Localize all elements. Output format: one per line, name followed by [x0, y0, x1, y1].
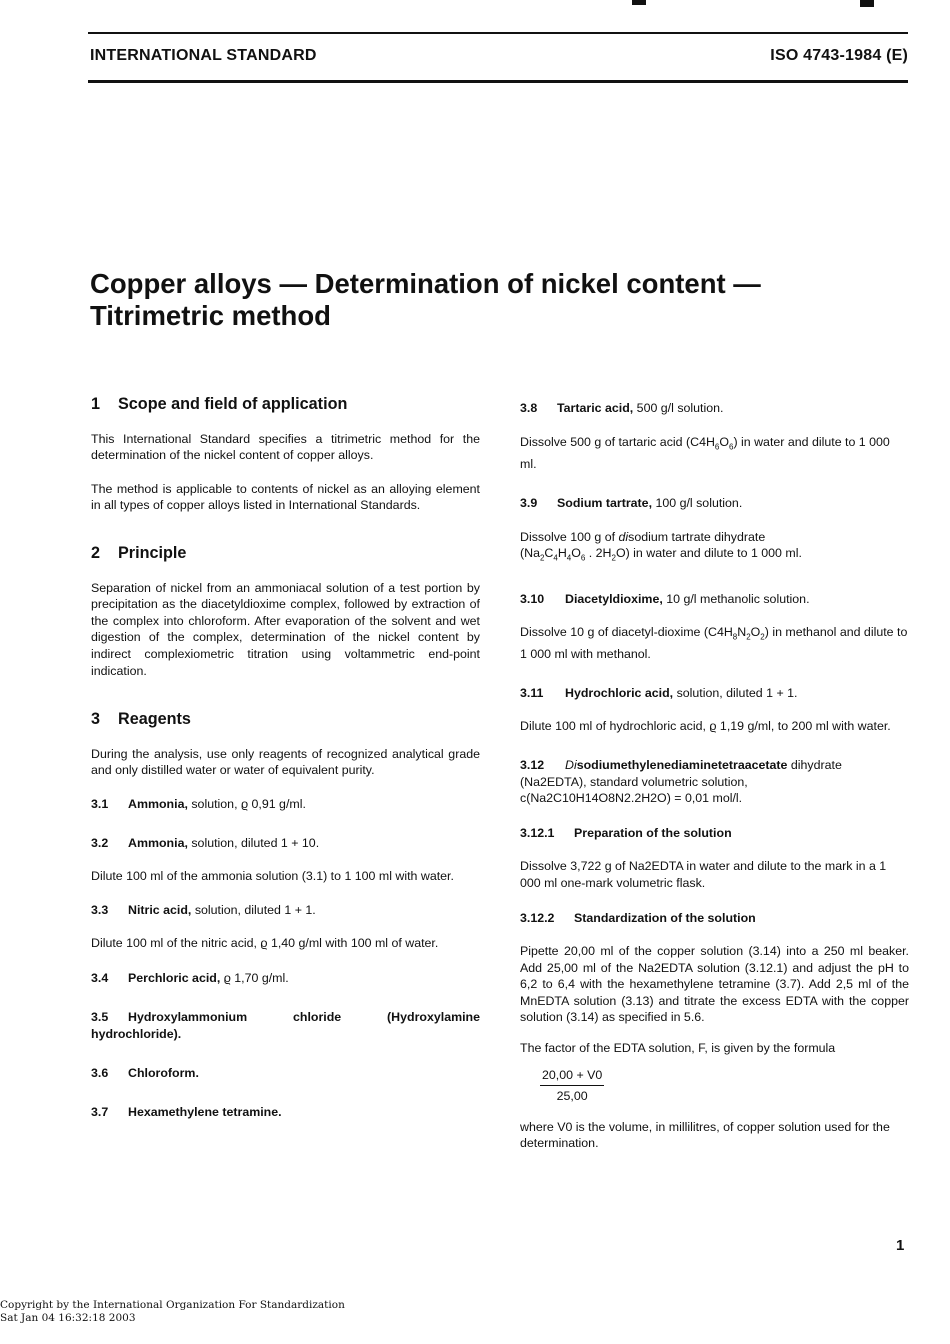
paragraph: Dilute 100 ml of the ammonia solution (3.1) to 1 100 ml with water. — [91, 869, 454, 884]
reagent-name: Sodium tartrate, — [557, 496, 653, 511]
formula-numerator: 20,00 + V0 — [540, 1067, 604, 1087]
subsection-number: 3.12.1 — [520, 825, 555, 840]
paragraph: During the analysis, use only reagents of recognized analytical grade and only distilled water or water of equivalent purity. — [91, 746, 480, 778]
reagent-name: Hexamethylene tetramine. — [128, 1105, 282, 1120]
reagent-item — [91, 835, 480, 852]
timestamp: Sat Jan 04 16:32:18 2003 — [0, 1312, 136, 1324]
text-run: Dissolve 100 g of — [520, 529, 619, 544]
formula — [540, 1067, 604, 1105]
section-number: 1 — [91, 395, 101, 413]
paragraph: This International Standard specifies a titrimetric method for the determination of the nickel content of copper alloys. — [91, 431, 480, 463]
paragraph: The factor of the EDTA solution, F, is given by the formula — [520, 1041, 836, 1056]
reagent-name: Nitric acid, — [128, 902, 192, 917]
reagent-spec: solution, ϱ 0,91 g/ml. — [191, 796, 306, 811]
reagent-item — [91, 1009, 480, 1042]
reagent-number: 3.6 — [91, 1065, 109, 1080]
header-standard-type: INTERNATIONAL STANDARD — [90, 47, 317, 64]
reagent-spec: solution, diluted 1 + 10. — [191, 835, 320, 850]
text-run: ) in methanol and dilute to 1 000 ml with methanol. — [520, 625, 908, 662]
reagent-number: 3.7 — [91, 1105, 109, 1120]
section-title: Reagents — [118, 710, 191, 729]
paragraph: The method is applicable to contents of nickel as an alloying element in all types of copper alloys listed in International Standards. — [91, 481, 480, 513]
reagent-number: 3.12 — [520, 757, 545, 772]
reagent-name: Perchloric acid, — [128, 970, 221, 985]
paragraph: Dissolve 3,722 g of Na2EDTA in water and dilute to the mark in a 1 000 ml one-mark volumetric flask. — [520, 859, 887, 890]
reagent-spec: solution, diluted 1 + 1. — [676, 685, 798, 700]
reagent-number: 3.8 — [520, 401, 538, 415]
reagent-item — [520, 591, 909, 608]
reagent-spec: ϱ 1,70 g/ml. — [223, 970, 289, 985]
text-run: Dissolve 500 g of tartaric acid (C — [520, 434, 700, 449]
title-line-2: Titrimetric method — [90, 300, 331, 331]
subsection-number: 3.12.2 — [520, 910, 555, 925]
reagent-number: 3.1 — [91, 796, 109, 811]
text-run: ) in water and dilute to 1 000 ml. — [625, 546, 802, 561]
reagent-name: Ammonia, — [128, 796, 188, 811]
header-rule-top — [88, 32, 908, 34]
paragraph: Pipette 20,00 ml of the copper solution (3.14) into a 250 ml beaker. Add 25,00 ml of the Na2EDTA solution (3.12.1) and adjust the pH to 6,2 to 6,4 with the hexamethylene tetramine (3.7). Add 2,5 ml of the MnEDTA solution (3.13) and titrate the excess EDTA with the copper solution (3.14) as specified in 5.6. — [520, 944, 909, 1025]
paragraph: Dissolve 100 g of disodium tartrate dihydrate ($Na_2C_4H_4O_6$ . $2H_2O$) in water and dilute to 1 000 ml. — [520, 529, 802, 563]
reagent-name: Di — [565, 757, 577, 772]
scan-mark — [860, 0, 874, 7]
paragraph: Separation of nickel from an ammoniacal solution of a test portion by precipitation as the diacetyldioxime complex, followed by extraction of the complex into chloroform. After evaporation of the solvent and wet digestion of the complex, determination of the nickel content by indirect complexiometric titration using voltammetric end-point indication. — [91, 580, 480, 678]
reagent-item — [520, 757, 909, 807]
header-rule-bottom — [88, 80, 908, 83]
paragraph: Dilute 100 ml of the nitric acid, ϱ 1,40 g/ml with 100 ml of water. — [91, 936, 439, 951]
paragraph: where V0 is the volume, in millilitres, of copper solution used for the determination. — [520, 1119, 890, 1151]
header-standard-number: ISO 4743-1984 (E) — [770, 47, 908, 64]
reagent-number: 3.3 — [91, 902, 109, 917]
reagent-number: 3.10 — [520, 591, 545, 606]
reagent-item — [520, 400, 909, 417]
title-line-1: Copper alloys — Determination of nickel content — — [90, 268, 761, 299]
subsection-heading — [520, 910, 909, 927]
document-title — [90, 268, 761, 332]
copyright-notice — [0, 1299, 345, 1325]
page-number: 1 — [896, 1237, 905, 1254]
text-run: Dissolve 10 g of diacetyl-dioxime (C — [520, 625, 717, 640]
reagent-item — [520, 495, 909, 512]
reagent-number: 3.9 — [520, 496, 538, 511]
paragraph: Dilute 100 ml of hydrochloric acid, ϱ 1,19 g/ml, to 200 ml with water. — [520, 719, 891, 734]
reagent-spec: dihydrate — [790, 757, 842, 772]
reagent-item — [520, 685, 909, 702]
text-run: di — [618, 529, 629, 544]
reagent-spec: 500 g/l solution. — [636, 401, 724, 415]
reagent-name: sodiumethylenediaminetetraacetate — [576, 757, 788, 772]
reagent-name: Chloroform. — [128, 1065, 199, 1080]
formula-denominator: 25,00 — [556, 1089, 588, 1104]
section-heading — [91, 545, 480, 562]
scan-mark — [632, 0, 646, 5]
subsection-title: Standardization of the solution — [574, 910, 756, 925]
reagent-name: Tartaric acid, — [557, 401, 634, 415]
reagent-item — [91, 796, 480, 813]
subsection-heading — [520, 825, 909, 842]
subsection-title: Preparation of the solution — [574, 825, 732, 840]
reagent-number: 3.11 — [520, 685, 544, 700]
section-number: 2 — [91, 543, 101, 562]
reagent-spec: solution, diluted 1 + 1. — [194, 902, 316, 917]
section-heading — [91, 396, 480, 413]
text-run: sodium tartrate dihydrate — [628, 529, 766, 544]
paragraph: Dissolve 10 g of diacetyl-dioxime $(C4H_8N_2O_2)$ in methanol and dilute to 1 000 ml with methanol. — [520, 625, 908, 662]
text-run: (Na — [520, 546, 540, 561]
paragraph: Dissolve 500 g of tartaric acid $(C4H_6O_6)$ in water and dilute to 1 000 ml. — [520, 434, 890, 471]
reagent-spec: 100 g/l solution. — [655, 496, 743, 511]
reagent-spec: c(Na2C10H14O8N2.2H2O) = 0,01 mol/l. — [520, 791, 743, 806]
section-title: Principle — [118, 543, 187, 562]
reagent-name: Ammonia, — [128, 835, 188, 850]
section-heading — [91, 711, 480, 728]
copyright-line: Copyright by the International Organization For Standardization — [0, 1299, 345, 1311]
reagent-item — [91, 1104, 480, 1121]
reagent-number: 3.4 — [91, 970, 109, 985]
reagent-item — [91, 970, 480, 987]
reagent-item — [91, 1065, 480, 1082]
section-number: 3 — [91, 710, 101, 729]
right-column — [520, 400, 909, 1152]
reagent-name: Hydroxylammonium chloride (Hydroxylamine hydrochloride). — [91, 1010, 480, 1042]
left-column — [91, 396, 480, 1121]
reagent-number: 3.2 — [91, 835, 109, 850]
reagent-number: 3.5 — [91, 1010, 109, 1025]
reagent-spec: (Na2EDTA), standard volumetric solution, — [520, 774, 748, 789]
section-title: Scope and field of application — [118, 395, 348, 413]
reagent-name: Diacetyldioxime, — [565, 591, 663, 606]
reagent-spec: 10 g/l methanolic solution. — [666, 591, 810, 606]
reagent-name: Hydrochloric acid, — [565, 685, 674, 700]
reagent-item — [91, 902, 480, 919]
text-run: ) in water and dilute to 1 000 ml. — [520, 434, 890, 471]
